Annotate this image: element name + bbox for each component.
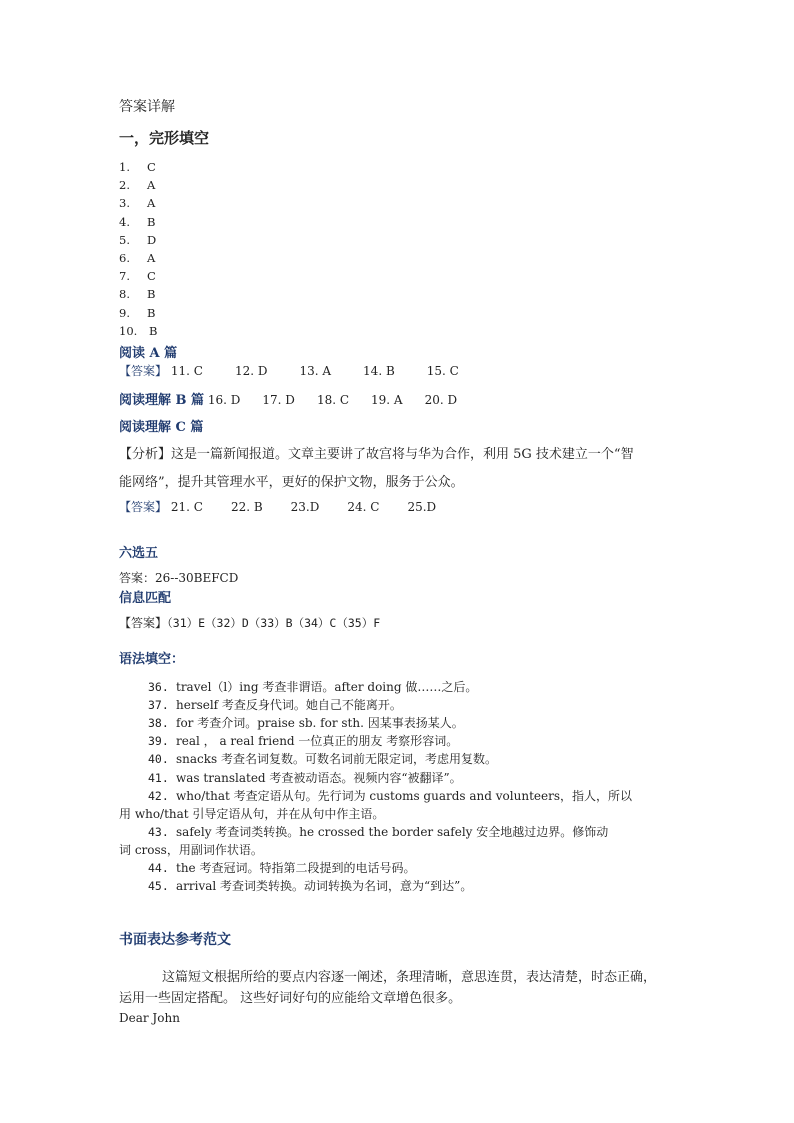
reading-a-items: [171, 364, 491, 378]
cloze-item: 2. A: [119, 178, 156, 193]
reading-c-answers: [119, 498, 464, 515]
writing-salutation: Dear John: [119, 1011, 180, 1025]
grammar-item: 40. snacks 考查名词复数。可数名词前无限定词，考虑用复数。: [148, 752, 498, 767]
grammar-item: 45. arrival 考查词类转换。动词转换为名词，意为“到达”。: [148, 879, 473, 894]
doc-title: 答案详解: [119, 99, 175, 115]
reading-a-answers: [119, 362, 491, 379]
grammar-item: 43. safely 考查词类转换。he crossed the border safely 安全地越过边界。修饰动: [148, 824, 609, 839]
writing-title: 书面表达参考范文: [119, 932, 231, 948]
reading-b-title: 阅读理解 B 篇: [119, 393, 205, 408]
grammar-item: 42. who/that 考查定语从句。先行词为 customs guards and volunteers，指人，所以: [148, 788, 632, 803]
reading-c-analysis-line1: 【分析】这是一篇新闻报道。文章主要讲了故宫将与华为合作，利用 5G 技术建立一个“智: [119, 447, 634, 462]
answer-item: 17. D: [262, 393, 295, 407]
grammar-item: 39. real ， a real friend 一位真正的朋友 考察形容词。: [148, 734, 459, 749]
grammar-item: 36. travel（l）ing 考查非谓语。after doing 做……之后。: [148, 680, 478, 694]
cloze-item: 3. A: [119, 196, 156, 211]
analysis-label: 【分析】: [119, 447, 172, 462]
answer-item: 23.D: [290, 500, 320, 514]
cloze-item: 4. B: [119, 214, 156, 229]
cloze-item: 10. B: [119, 323, 158, 338]
answer-item: 15. C: [426, 364, 459, 378]
answer-item: 24. C: [347, 500, 380, 514]
answer-item: 13. A: [299, 364, 332, 378]
grammar-item: 44. the 考查冠词。特指第二段提到的电话号码。: [148, 861, 416, 875]
reading-a-title: 阅读 A 篇: [119, 346, 178, 361]
grammar-item: 37. herself 考查反身代词。她自己不能离开。: [148, 698, 402, 713]
seven-choose-five-title: 六选五: [119, 546, 159, 561]
answer-item: 18. C: [316, 393, 350, 407]
grammar-title: 语法填空：: [119, 652, 185, 667]
answer-label: 【答案】: [119, 500, 168, 514]
reading-b-items: [208, 393, 479, 407]
reading-c-items: [171, 500, 464, 514]
answer-item: 11. C: [170, 364, 203, 378]
answer-item: 19. A: [371, 393, 403, 407]
cloze-item: 5. D: [119, 232, 157, 247]
writing-intro-line1: 这篇短文根据所给的要点内容逐一阐述，条理清晰，意思连贯，表达清楚，时态正确，: [162, 970, 657, 985]
section-cloze-title: 一，完形填空: [119, 129, 210, 147]
answer-item: 22. B: [230, 500, 263, 514]
cloze-item: 1. C: [119, 160, 156, 174]
grammar-item: 38. for 考查介词。praise sb. for sth. 因某事表扬某人。: [148, 716, 464, 731]
cloze-item: 7. C: [119, 269, 156, 284]
answer-item: 20. D: [424, 393, 458, 407]
grammar-item-continuation: 词 cross，用副词作状语。: [119, 842, 263, 857]
answer-item: 12. D: [234, 364, 268, 378]
grammar-item-continuation: 用 who/that 引导定语从句，并在从句中作主语。: [119, 806, 385, 821]
cloze-item: 8. B: [119, 287, 156, 302]
answer-item: 25.D: [407, 500, 437, 514]
answer-label: 【答案】: [119, 364, 168, 378]
info-match-answer: 【答案】（31）E（32）D（33）B（34）C（35）F: [119, 616, 381, 630]
cloze-item: 6. A: [119, 251, 156, 265]
writing-intro-line2: 运用一些固定搭配。 这些好词好句的应能给文章增色很多。: [119, 991, 462, 1006]
answer-item: 16. D: [207, 393, 241, 407]
reading-c-analysis-line2: 能网络”，提升其管理水平，更好的保护文物，服务于公众。: [119, 475, 464, 490]
reading-c-title: 阅读理解 C 篇: [119, 420, 204, 435]
grammar-item: 41. was translated 考查被动语态。视频内容“被翻译”。: [148, 770, 462, 785]
answer-item: 21. C: [170, 500, 203, 514]
seven-choose-five-answer: 答案：26--30BEFCD: [119, 571, 239, 585]
answer-item: 14. B: [363, 364, 395, 378]
cloze-item: 9. B: [119, 305, 156, 320]
reading-b-line: [119, 389, 479, 408]
info-match-title: 信息匹配: [119, 591, 172, 606]
